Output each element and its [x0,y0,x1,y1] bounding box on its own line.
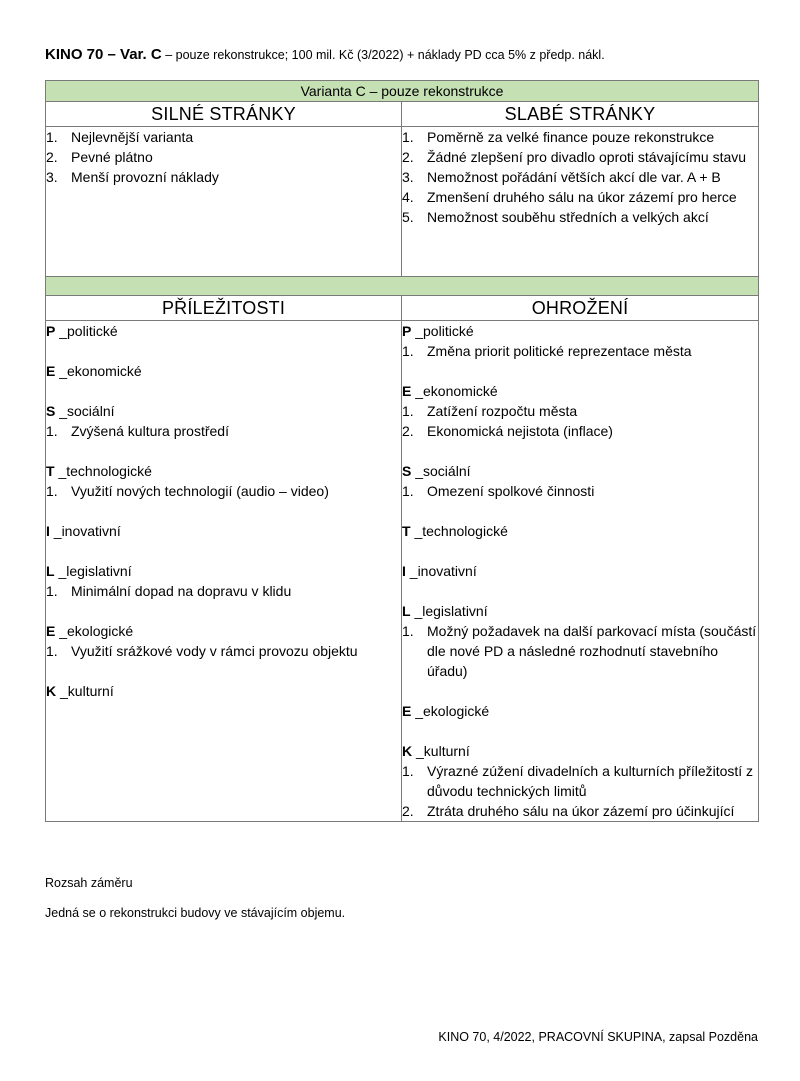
category-label: _inovativní [405,563,477,579]
weaknesses-heading: SLABÉ STRÁNKY [402,102,759,127]
category-list [402,621,758,681]
category-list [402,401,758,441]
list-item-text: Ekonomická nejistota (inflace) [427,423,613,439]
list-item-number: 1. [402,623,414,639]
opportunities-list [46,321,401,701]
category-heading [46,401,401,421]
document-title-rest: – pouze rekonstrukce; 100 mil. Kč (3/2022) + náklady PD cca 5% z předp. nákl. [161,48,605,62]
list-item [402,187,758,207]
weaknesses-cell [402,127,759,277]
document-title-bold: KINO 70 – Var. C [45,46,162,63]
list-item-text: Žádné zlepšení pro divadlo oproti stávajícímu stavu [427,149,747,165]
category-heading [46,461,401,481]
category-label: _sociální [55,403,115,419]
list-item [402,761,758,801]
list-item [402,127,758,147]
list-item-text: Poměrně za velké finance pouze rekonstrukce [427,129,715,145]
category-letter: L [402,603,411,619]
list-item [46,641,401,661]
category-heading [402,561,758,581]
list-item-text: Ztráta druhého sálu na úkor zázemí pro účinkující [427,803,735,819]
category-heading [46,681,401,701]
category-label: _technologické [54,463,152,479]
variant-band: Varianta C – pouze rekonstrukce [46,81,759,102]
list-item [46,481,401,501]
list-item-text: Využití srážkové vody v rámci provozu objektu [71,643,358,659]
list-item-number: 1. [402,343,414,359]
list-item-number: 2. [46,149,58,165]
category-label: _politické [55,323,118,339]
list-item-text: Pevné plátno [71,149,153,165]
category-letter: E [402,383,412,399]
category-letter: E [46,363,56,379]
category-list [402,341,758,361]
category-letter: K [402,743,413,759]
category-heading [46,621,401,641]
category-label: _technologické [410,523,508,539]
category-heading [402,461,758,481]
category-label: _sociální [411,463,471,479]
list-item [46,581,401,601]
list-item [402,401,758,421]
list-item [402,621,758,681]
weaknesses-list [402,127,758,227]
category-letter: P [46,323,56,339]
category-label: _ekonomické [411,383,498,399]
category-label: _kulturní [412,743,470,759]
category-letter: L [46,563,55,579]
list-item-number: 1. [46,423,58,439]
category-label: _kulturní [56,683,114,699]
list-item [402,801,758,821]
category-label: _politické [411,323,474,339]
category-label: _inovativní [49,523,121,539]
category-letter: I [46,523,50,539]
list-item-text: Možný požadavek na další parkovací místa (součástí dle nové PD a následné rozhodnutí stavebního úřadu) [427,623,757,679]
category-heading [46,521,401,541]
list-item-number: 2. [402,803,414,819]
strengths-list [46,127,401,187]
list-item-number: 1. [46,129,58,145]
category-letter: S [46,403,56,419]
list-item [402,481,758,501]
swot-table [45,80,759,822]
list-item-number: 1. [402,403,414,419]
separator-band [46,277,759,296]
opportunities-cell [46,321,402,822]
list-item-text: Nemožnost souběhu středních a velkých akcí [427,209,709,225]
category-list [46,481,401,501]
list-item-number: 1. [46,483,58,499]
category-letter: T [46,463,55,479]
category-list [46,641,401,661]
list-item-number: 1. [46,643,58,659]
list-item-text: Výrazné zúžení divadelních a kulturních příležitostí z důvodu technických limitů [427,763,754,799]
scope-text: Jedná se o rekonstrukci budovy ve stávajícím objemu. [45,906,346,920]
threats-list [402,321,758,821]
list-item [402,167,758,187]
list-item-text: Minimální dopad na dopravu v klidu [71,583,292,599]
list-item [46,167,401,187]
list-item-text: Využití nových technologií (audio – video) [71,483,329,499]
list-item-text: Změna priorit politické reprezentace města [427,343,692,359]
category-heading [402,521,758,541]
category-label: _ekologické [411,703,490,719]
list-item [402,341,758,361]
list-item [46,421,401,441]
category-heading [402,741,758,761]
category-letter: I [402,563,406,579]
category-heading [46,321,401,341]
list-item-text: Zvýšená kultura prostředí [71,423,229,439]
strengths-heading: SILNÉ STRÁNKY [46,102,402,127]
category-letter: S [402,463,412,479]
category-letter: K [46,683,57,699]
list-item-number: 2. [402,423,414,439]
list-item-text: Omezení spolkové činnosti [427,483,595,499]
footer-note: KINO 70, 4/2022, PRACOVNÍ SKUPINA, zapsal Pozděna [438,1030,758,1044]
list-item-number: 1. [402,763,414,779]
category-heading [46,361,401,381]
list-item-text: Menší provozní náklady [71,169,219,185]
category-letter: E [402,703,412,719]
category-label: _legislativní [410,603,488,619]
list-item-number: 1. [46,583,58,599]
category-letter: T [402,523,411,539]
category-label: _ekologické [55,623,134,639]
list-item-number: 2. [402,149,414,165]
list-item [402,421,758,441]
list-item-text: Zatížení rozpočtu města [427,403,578,419]
category-heading [402,381,758,401]
category-list [402,481,758,501]
list-item [402,207,758,227]
category-letter: P [402,323,412,339]
list-item-number: 1. [402,483,414,499]
category-list [46,421,401,441]
threats-heading: OHROŽENÍ [402,296,759,321]
list-item [402,147,758,167]
scope-label: Rozsah záměru [45,876,133,890]
category-label: _legislativní [54,563,132,579]
threats-cell [402,321,759,822]
category-heading [402,701,758,721]
document-title [45,46,605,63]
list-item-number: 4. [402,189,414,205]
list-item-number: 1. [402,129,414,145]
category-heading [402,321,758,341]
list-item-text: Nejlevnější varianta [71,129,194,145]
list-item-text: Zmenšení druhého sálu na úkor zázemí pro herce [427,189,737,205]
list-item-number: 3. [402,169,414,185]
strengths-cell [46,127,402,277]
category-list [402,761,758,821]
list-item-number: 5. [402,209,414,225]
list-item [46,127,401,147]
category-list [46,581,401,601]
category-letter: E [46,623,56,639]
opportunities-heading: PŘÍLEŽITOSTI [46,296,402,321]
list-item [46,147,401,167]
category-label: _ekonomické [55,363,142,379]
list-item-number: 3. [46,169,58,185]
category-heading [402,601,758,621]
category-heading [46,561,401,581]
list-item-text: Nemožnost pořádání větších akcí dle var. A + B [427,169,721,185]
